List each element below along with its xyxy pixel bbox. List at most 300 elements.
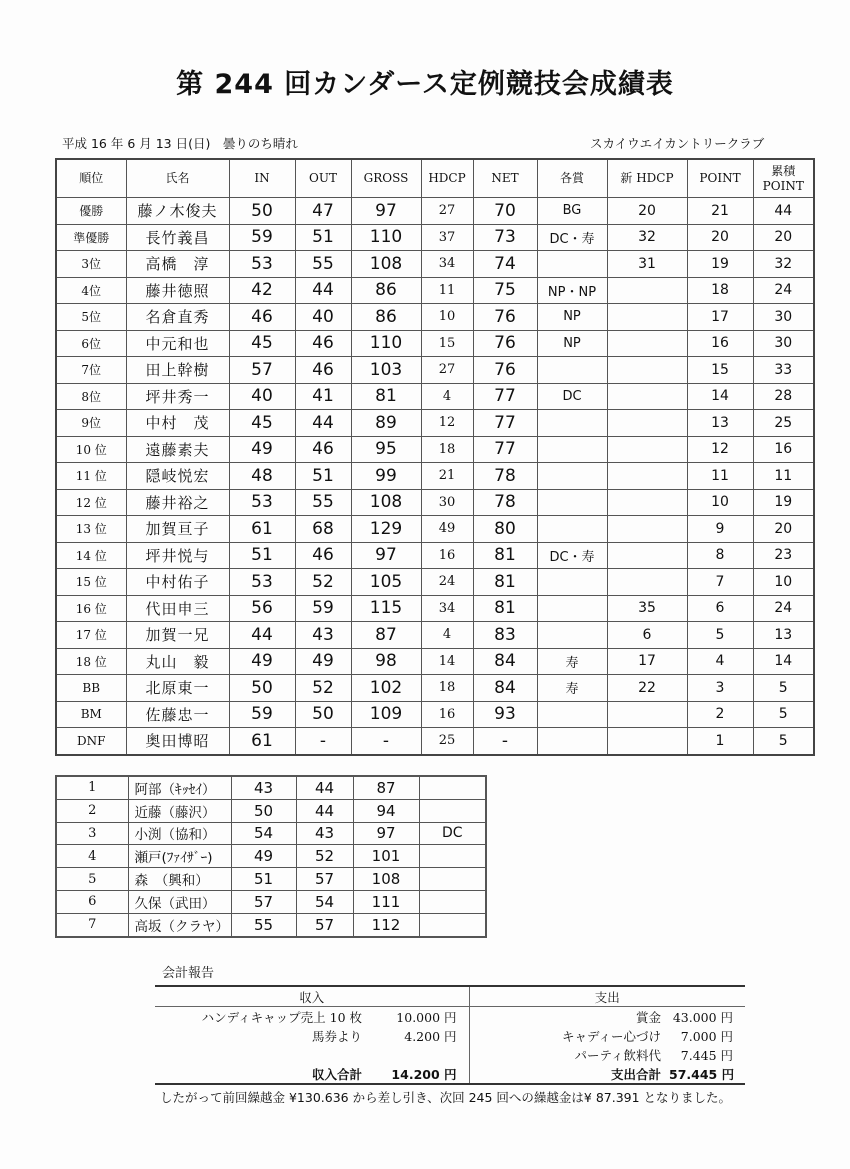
cell-name: 阿部（ｷｯｾｲ） bbox=[128, 776, 231, 799]
cell-cumulative-point: 13 bbox=[753, 622, 814, 649]
cell-rank: 11 位 bbox=[56, 463, 126, 490]
cell-hdcp: 15 bbox=[421, 330, 473, 357]
cell-hdcp: 18 bbox=[421, 436, 473, 463]
cell-point: 3 bbox=[687, 675, 753, 702]
cell-hdcp: 30 bbox=[421, 489, 473, 516]
cell-point: 13 bbox=[687, 410, 753, 437]
cell-new-hdcp bbox=[607, 277, 687, 304]
cell-point: 15 bbox=[687, 357, 753, 384]
cell-in: 51 bbox=[229, 542, 295, 569]
cell-gross: 108 bbox=[351, 489, 421, 516]
cell-award bbox=[537, 516, 607, 543]
cell-new-hdcp bbox=[607, 410, 687, 437]
cell-award bbox=[537, 410, 607, 437]
cell-in: 45 bbox=[229, 410, 295, 437]
cell-out: 40 bbox=[295, 304, 351, 331]
cell-point: 6 bbox=[687, 595, 753, 622]
cell-name: 丸山 毅 bbox=[126, 648, 229, 675]
total-income-item: 収入合計 bbox=[311, 1066, 362, 1082]
cell-gross: 129 bbox=[351, 516, 421, 543]
cell-gross: 97 bbox=[351, 198, 421, 225]
cell-net: 81 bbox=[473, 542, 537, 569]
cell-name: 長竹義昌 bbox=[126, 224, 229, 251]
table-row bbox=[56, 799, 486, 822]
cell-cumulative-point: 25 bbox=[753, 410, 814, 437]
results-header-row bbox=[56, 159, 814, 198]
cell-new-hdcp: 31 bbox=[607, 251, 687, 278]
cell-net: 74 bbox=[473, 251, 537, 278]
cell-rank: 5 bbox=[56, 868, 128, 891]
cell-net: 78 bbox=[473, 463, 537, 490]
cell-hdcp: 12 bbox=[421, 410, 473, 437]
cell-out: 55 bbox=[295, 489, 351, 516]
table-row bbox=[56, 251, 814, 278]
cell-new-hdcp bbox=[607, 516, 687, 543]
cell-hdcp: 4 bbox=[421, 622, 473, 649]
cell-out: 46 bbox=[295, 330, 351, 357]
table-row bbox=[56, 913, 486, 936]
carryover-note: したがって前回繰越金 ¥130.636 から差し引き、次回 245 回への繰越金は¥ 87.391 となりました。 bbox=[160, 1090, 732, 1105]
cell-point: 14 bbox=[687, 383, 753, 410]
cell-rank: 17 位 bbox=[56, 622, 126, 649]
cell-out: 51 bbox=[295, 463, 351, 490]
cell-net: 81 bbox=[473, 595, 537, 622]
table-row bbox=[56, 410, 814, 437]
cell-hdcp: 11 bbox=[421, 277, 473, 304]
table-row bbox=[56, 868, 486, 891]
cell-new-hdcp bbox=[607, 489, 687, 516]
cell-point: 9 bbox=[687, 516, 753, 543]
cell-point: 16 bbox=[687, 330, 753, 357]
cell-rank: 6位 bbox=[56, 330, 126, 357]
cell-name: 中村 茂 bbox=[126, 410, 229, 437]
table-row bbox=[56, 489, 814, 516]
cell-award: NP・NP bbox=[537, 277, 607, 304]
expense-amount: 7.000 円 bbox=[680, 1028, 734, 1044]
accounting-table bbox=[155, 985, 745, 1085]
cell-hdcp: 16 bbox=[421, 542, 473, 569]
cell-in: 59 bbox=[229, 224, 295, 251]
cell-out: 57 bbox=[296, 913, 353, 936]
cell-cumulative-point: 30 bbox=[753, 330, 814, 357]
cell-out: 54 bbox=[296, 890, 353, 913]
cell-in: 49 bbox=[229, 436, 295, 463]
cell-award bbox=[537, 357, 607, 384]
table-row bbox=[56, 463, 814, 490]
total-expense-item: 支出合計 bbox=[611, 1066, 662, 1082]
cell-hdcp: 37 bbox=[421, 224, 473, 251]
income-item bbox=[155, 1045, 370, 1064]
cell-out: - bbox=[295, 728, 351, 755]
cell-rank: 5位 bbox=[56, 304, 126, 331]
cell-rank: 7 bbox=[56, 913, 128, 936]
income-header: 収入 bbox=[155, 986, 469, 1007]
cell-rank: 1 bbox=[56, 776, 128, 799]
accounting-label: 会計報告 bbox=[162, 966, 215, 981]
header-point: POINT bbox=[687, 159, 753, 198]
cell-name: 加賀一兄 bbox=[126, 622, 229, 649]
cell-name: 坪井悦与 bbox=[126, 542, 229, 569]
cell-net: 81 bbox=[473, 569, 537, 596]
header-gross: GROSS bbox=[351, 159, 421, 198]
cell-new-hdcp bbox=[607, 728, 687, 755]
cell-cumulative-point: 16 bbox=[753, 436, 814, 463]
header-name: 氏名 bbox=[126, 159, 229, 198]
cell-point: 11 bbox=[687, 463, 753, 490]
cell-in: 57 bbox=[229, 357, 295, 384]
cell-rank: 13 位 bbox=[56, 516, 126, 543]
cell-net: 77 bbox=[473, 383, 537, 410]
club-name: スカイウエイカントリークラブ bbox=[590, 136, 765, 151]
cell-cumulative-point: 30 bbox=[753, 304, 814, 331]
expense-amount: 7.445 円 bbox=[680, 1047, 734, 1063]
table-row bbox=[56, 701, 814, 728]
cell-new-hdcp bbox=[607, 330, 687, 357]
cell-gross: 111 bbox=[353, 890, 419, 913]
cell-hdcp: 27 bbox=[421, 198, 473, 225]
cell-gross: 97 bbox=[351, 542, 421, 569]
cell-name: 久保（武田） bbox=[128, 890, 231, 913]
cell-gross: 101 bbox=[353, 845, 419, 868]
cell-new-hdcp: 35 bbox=[607, 595, 687, 622]
cell-hdcp: 4 bbox=[421, 383, 473, 410]
table-row bbox=[56, 224, 814, 251]
cell-name: 隠岐悦宏 bbox=[126, 463, 229, 490]
cell-award: NP bbox=[537, 330, 607, 357]
table-row bbox=[56, 330, 814, 357]
cell-in: 48 bbox=[229, 463, 295, 490]
cell-hdcp: 24 bbox=[421, 569, 473, 596]
cell-gross: 86 bbox=[351, 304, 421, 331]
cell-point: 17 bbox=[687, 304, 753, 331]
cell-rank: 9位 bbox=[56, 410, 126, 437]
cell-rank: 8位 bbox=[56, 383, 126, 410]
cell-award: DC bbox=[537, 383, 607, 410]
cell-cumulative-point: 5 bbox=[753, 675, 814, 702]
cell-name: 高坂（クラヤ） bbox=[128, 913, 231, 936]
cell-award bbox=[419, 868, 486, 891]
accounting-row bbox=[155, 1007, 745, 1027]
table-row bbox=[56, 304, 814, 331]
cell-rank: 2 bbox=[56, 799, 128, 822]
cell-name: 森 （興和） bbox=[128, 868, 231, 891]
header-cumulative-point: 累積 POINT bbox=[753, 159, 814, 198]
header-rank: 順位 bbox=[56, 159, 126, 198]
header-net: NET bbox=[473, 159, 537, 198]
cell-new-hdcp bbox=[607, 436, 687, 463]
cell-name: 奥田博昭 bbox=[126, 728, 229, 755]
cell-award: BG bbox=[537, 198, 607, 225]
cell-point: 10 bbox=[687, 489, 753, 516]
header-award: 各賞 bbox=[537, 159, 607, 198]
cell-gross: 108 bbox=[351, 251, 421, 278]
cell-gross: 87 bbox=[353, 776, 419, 799]
cell-rank: 優勝 bbox=[56, 198, 126, 225]
header-out: OUT bbox=[295, 159, 351, 198]
accounting-row bbox=[155, 1026, 745, 1045]
cell-in: 53 bbox=[229, 489, 295, 516]
cell-point: 1 bbox=[687, 728, 753, 755]
cell-gross: 115 bbox=[351, 595, 421, 622]
expense-item: パーティ飲料代 bbox=[574, 1047, 662, 1063]
cell-out: 55 bbox=[295, 251, 351, 278]
cell-gross: 99 bbox=[351, 463, 421, 490]
expense-amount: 43.000 円 bbox=[672, 1009, 734, 1025]
cell-new-hdcp: 17 bbox=[607, 648, 687, 675]
cell-out: 59 bbox=[295, 595, 351, 622]
cell-hdcp: 34 bbox=[421, 595, 473, 622]
header-hdcp: HDCP bbox=[421, 159, 473, 198]
cell-award bbox=[537, 436, 607, 463]
cell-award bbox=[419, 799, 486, 822]
cell-name: 近藤（藤沢） bbox=[128, 799, 231, 822]
cell-point: 8 bbox=[687, 542, 753, 569]
total-income-amount: 14.200 円 bbox=[370, 1064, 469, 1084]
cell-hdcp: 14 bbox=[421, 648, 473, 675]
cell-net: 78 bbox=[473, 489, 537, 516]
cell-new-hdcp: 22 bbox=[607, 675, 687, 702]
cell-rank: 15 位 bbox=[56, 569, 126, 596]
cell-award bbox=[419, 776, 486, 799]
table-row bbox=[56, 622, 814, 649]
cell-gross: 103 bbox=[351, 357, 421, 384]
cell-in: 51 bbox=[231, 868, 296, 891]
cell-award: 寿 bbox=[537, 675, 607, 702]
cell-in: 50 bbox=[231, 799, 296, 822]
cell-gross: 97 bbox=[353, 822, 419, 845]
cell-net: 76 bbox=[473, 330, 537, 357]
cell-cumulative-point: 32 bbox=[753, 251, 814, 278]
cell-cumulative-point: 28 bbox=[753, 383, 814, 410]
cell-in: 53 bbox=[229, 569, 295, 596]
cell-gross: 102 bbox=[351, 675, 421, 702]
cell-cumulative-point: 44 bbox=[753, 198, 814, 225]
cell-out: 49 bbox=[295, 648, 351, 675]
cell-new-hdcp bbox=[607, 357, 687, 384]
cell-in: 44 bbox=[229, 622, 295, 649]
table-row bbox=[56, 569, 814, 596]
cell-award bbox=[419, 845, 486, 868]
cell-point: 19 bbox=[687, 251, 753, 278]
cell-net: 73 bbox=[473, 224, 537, 251]
cell-new-hdcp bbox=[607, 701, 687, 728]
cell-in: 49 bbox=[231, 845, 296, 868]
cell-name: 藤井裕之 bbox=[126, 489, 229, 516]
cell-name: 代田申三 bbox=[126, 595, 229, 622]
cell-out: 46 bbox=[295, 542, 351, 569]
cell-award bbox=[537, 595, 607, 622]
cell-net: 76 bbox=[473, 304, 537, 331]
table-row bbox=[56, 277, 814, 304]
cell-gross: 94 bbox=[353, 799, 419, 822]
cell-in: 49 bbox=[229, 648, 295, 675]
cell-gross: 81 bbox=[351, 383, 421, 410]
cell-cumulative-point: 5 bbox=[753, 728, 814, 755]
header-new-hdcp: 新 HDCP bbox=[607, 159, 687, 198]
cell-cumulative-point: 10 bbox=[753, 569, 814, 596]
cell-gross: 110 bbox=[351, 224, 421, 251]
cell-name: 高橋 淳 bbox=[126, 251, 229, 278]
cell-rank: 7位 bbox=[56, 357, 126, 384]
table-row bbox=[56, 516, 814, 543]
cell-gross: 109 bbox=[351, 701, 421, 728]
cell-in: 40 bbox=[229, 383, 295, 410]
table-row bbox=[56, 357, 814, 384]
cell-out: 46 bbox=[295, 357, 351, 384]
table-row bbox=[56, 845, 486, 868]
table-row bbox=[56, 776, 486, 799]
cell-out: 68 bbox=[295, 516, 351, 543]
cell-net: 83 bbox=[473, 622, 537, 649]
cell-new-hdcp bbox=[607, 463, 687, 490]
cell-net: 70 bbox=[473, 198, 537, 225]
cell-in: 53 bbox=[229, 251, 295, 278]
cell-award: 寿 bbox=[537, 648, 607, 675]
cell-in: 46 bbox=[229, 304, 295, 331]
expense-header: 支出 bbox=[469, 986, 745, 1007]
event-date-weather: 平成 16 年 6 月 13 日(日) 曇りのち晴れ bbox=[62, 136, 298, 151]
income-amount: 4.200 円 bbox=[370, 1026, 469, 1045]
cell-rank: 16 位 bbox=[56, 595, 126, 622]
cell-cumulative-point: 20 bbox=[753, 516, 814, 543]
cell-point: 18 bbox=[687, 277, 753, 304]
table-row bbox=[56, 675, 814, 702]
cell-rank: 3 bbox=[56, 822, 128, 845]
income-amount bbox=[370, 1045, 469, 1064]
cell-award bbox=[419, 890, 486, 913]
cell-in: 55 bbox=[231, 913, 296, 936]
cell-out: 44 bbox=[296, 776, 353, 799]
cell-rank: 4 bbox=[56, 845, 128, 868]
cell-hdcp: 49 bbox=[421, 516, 473, 543]
cell-net: 77 bbox=[473, 436, 537, 463]
cell-in: 61 bbox=[229, 728, 295, 755]
cell-award bbox=[537, 463, 607, 490]
cell-gross: 89 bbox=[351, 410, 421, 437]
cell-new-hdcp bbox=[607, 304, 687, 331]
table-row bbox=[56, 198, 814, 225]
cell-name: 遠藤素夫 bbox=[126, 436, 229, 463]
cell-net: 77 bbox=[473, 410, 537, 437]
cell-hdcp: 25 bbox=[421, 728, 473, 755]
table-row bbox=[56, 383, 814, 410]
cell-net: 93 bbox=[473, 701, 537, 728]
cell-award: DC・寿 bbox=[537, 542, 607, 569]
cell-in: 50 bbox=[229, 675, 295, 702]
cell-name: 佐藤忠一 bbox=[126, 701, 229, 728]
cell-net: 84 bbox=[473, 675, 537, 702]
cell-out: 46 bbox=[295, 436, 351, 463]
cell-name: 小渕（協和） bbox=[128, 822, 231, 845]
cell-point: 20 bbox=[687, 224, 753, 251]
cell-net: - bbox=[473, 728, 537, 755]
results-table bbox=[55, 158, 815, 756]
cell-new-hdcp: 20 bbox=[607, 198, 687, 225]
cell-new-hdcp bbox=[607, 569, 687, 596]
income-item: ハンディキャップ売上 10 枚 bbox=[201, 1009, 362, 1025]
cell-out: 41 bbox=[295, 383, 351, 410]
accounting-total-row bbox=[155, 1064, 745, 1084]
cell-out: 52 bbox=[296, 845, 353, 868]
document-title: 第 244 回カンダース定例競技会成績表 bbox=[176, 69, 674, 100]
cell-hdcp: 21 bbox=[421, 463, 473, 490]
cell-out: 44 bbox=[295, 277, 351, 304]
cell-new-hdcp bbox=[607, 542, 687, 569]
cell-name: 田上幹樹 bbox=[126, 357, 229, 384]
guest-results-table bbox=[55, 775, 487, 938]
cell-award: NP bbox=[537, 304, 607, 331]
cell-cumulative-point: 11 bbox=[753, 463, 814, 490]
cell-out: 43 bbox=[295, 622, 351, 649]
cell-name: 加賀亘子 bbox=[126, 516, 229, 543]
cell-hdcp: 18 bbox=[421, 675, 473, 702]
cell-name: 瀬戸(ﾌｧｲｻﾞｰ) bbox=[128, 845, 231, 868]
cell-gross: - bbox=[351, 728, 421, 755]
cell-out: 47 bbox=[295, 198, 351, 225]
cell-award bbox=[537, 622, 607, 649]
cell-rank: 6 bbox=[56, 890, 128, 913]
cell-rank: BB bbox=[56, 675, 126, 702]
cell-new-hdcp: 6 bbox=[607, 622, 687, 649]
cell-rank: 4位 bbox=[56, 277, 126, 304]
cell-rank: 12 位 bbox=[56, 489, 126, 516]
total-expense-amount: 57.445 円 bbox=[669, 1066, 735, 1082]
cell-hdcp: 16 bbox=[421, 701, 473, 728]
cell-in: 54 bbox=[231, 822, 296, 845]
cell-gross: 108 bbox=[353, 868, 419, 891]
cell-rank: BM bbox=[56, 701, 126, 728]
cell-in: 59 bbox=[229, 701, 295, 728]
cell-cumulative-point: 19 bbox=[753, 489, 814, 516]
cell-out: 50 bbox=[295, 701, 351, 728]
cell-award bbox=[419, 913, 486, 936]
expense-item: 賞金 bbox=[636, 1009, 662, 1025]
cell-in: 61 bbox=[229, 516, 295, 543]
cell-cumulative-point: 20 bbox=[753, 224, 814, 251]
header-in: IN bbox=[229, 159, 295, 198]
cell-rank: DNF bbox=[56, 728, 126, 755]
cell-rank: 準優勝 bbox=[56, 224, 126, 251]
income-amount: 10.000 円 bbox=[370, 1007, 469, 1027]
cell-name: 中元和也 bbox=[126, 330, 229, 357]
cell-net: 75 bbox=[473, 277, 537, 304]
cell-rank: 18 位 bbox=[56, 648, 126, 675]
table-row bbox=[56, 728, 814, 755]
expense-item: キャディー心づけ bbox=[562, 1028, 662, 1044]
table-row bbox=[56, 890, 486, 913]
cell-award bbox=[537, 569, 607, 596]
cell-gross: 95 bbox=[351, 436, 421, 463]
cell-in: 57 bbox=[231, 890, 296, 913]
cell-in: 45 bbox=[229, 330, 295, 357]
cell-in: 43 bbox=[231, 776, 296, 799]
cell-name: 藤ノ木俊夫 bbox=[126, 198, 229, 225]
cell-in: 56 bbox=[229, 595, 295, 622]
cell-new-hdcp: 32 bbox=[607, 224, 687, 251]
cell-point: 12 bbox=[687, 436, 753, 463]
cell-cumulative-point: 5 bbox=[753, 701, 814, 728]
cell-net: 76 bbox=[473, 357, 537, 384]
cell-award bbox=[537, 251, 607, 278]
cell-name: 中村佑子 bbox=[126, 569, 229, 596]
cell-gross: 110 bbox=[351, 330, 421, 357]
cell-hdcp: 27 bbox=[421, 357, 473, 384]
accounting-row bbox=[155, 1045, 745, 1064]
cell-out: 52 bbox=[295, 675, 351, 702]
cell-gross: 87 bbox=[351, 622, 421, 649]
cell-award bbox=[537, 489, 607, 516]
cell-hdcp: 34 bbox=[421, 251, 473, 278]
